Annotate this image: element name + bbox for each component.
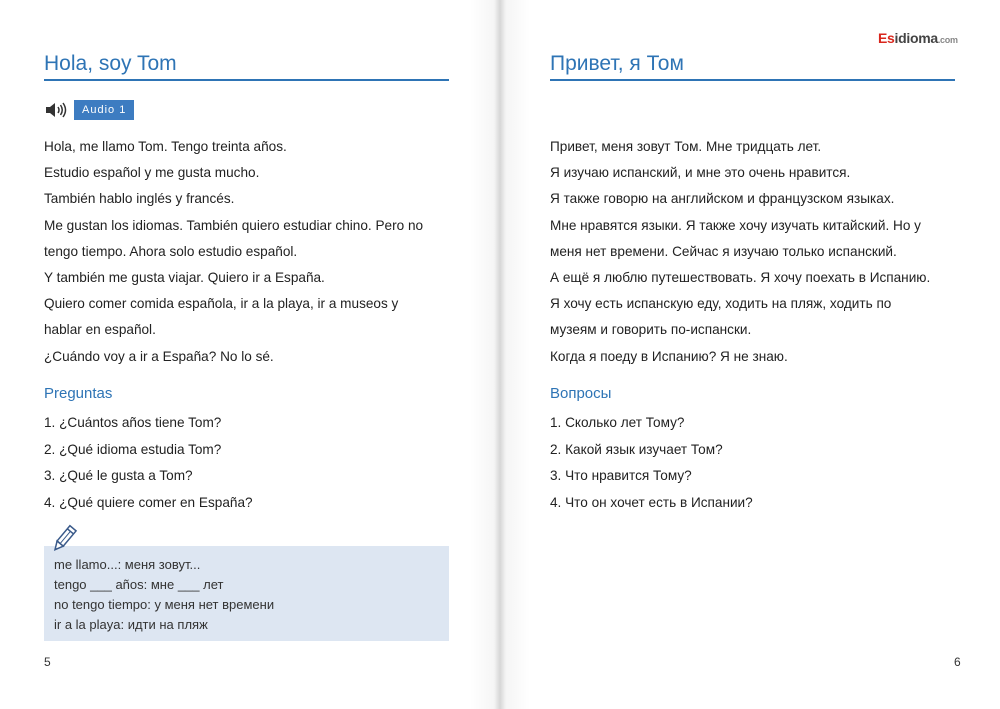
page-number-left: 5 (44, 655, 51, 669)
question-item: 4. Что он хочет есть в Испании? (550, 494, 753, 510)
speaker-icon[interactable] (44, 100, 68, 120)
logo-part: idioma (894, 30, 938, 46)
text-line: музеям и говорить по-испански. (550, 322, 752, 338)
text-line: Когда я поеду в Испанию? Я не знаю. (550, 348, 788, 364)
question-item: 4. ¿Qué quiere comer en España? (44, 494, 253, 510)
right-page (502, 0, 1000, 709)
question-item: 1. Сколько лет Тому? (550, 415, 685, 430)
page-title-russian: Привет, я Том (550, 52, 684, 75)
vocab-item: me llamo...: меня зовут... (54, 557, 201, 572)
russian-paragraph (550, 134, 960, 370)
logo-part: Es (878, 30, 895, 46)
text-line: Hola, me llamo Tom. Tengo treinta años. (44, 139, 287, 154)
audio-control[interactable] (44, 100, 134, 120)
question-item: 3. Что нравится Тому? (550, 468, 692, 483)
vocabulary-box (44, 546, 449, 641)
page-title-spanish: Hola, soy Tom (44, 52, 177, 75)
question-item: 2. Какой язык изучает Том? (550, 441, 723, 457)
text-line: Y también me gusta viajar. Quiero ir a España. (44, 270, 325, 286)
text-line: hablar en español. (44, 322, 156, 338)
question-item: 1. ¿Cuántos años tiene Tom? (44, 415, 222, 430)
text-line: меня нет времени. Сейчас я изучаю только испанский. (550, 243, 897, 259)
text-line: Quiero comer comida española, ir a la playa, ir a museos y (44, 296, 399, 312)
text-line: А ещё я люблю путешествовать. Я хочу поехать в Испанию. (550, 270, 931, 286)
text-line: Мне нравятся языки. Я также хочу изучать китайский. Но у (550, 217, 921, 233)
spanish-paragraph (44, 134, 454, 370)
text-line: Я хочу есть испанскую еду, ходить на пляж, ходить по (550, 296, 892, 312)
title-rule (550, 79, 955, 81)
vocab-item: tengo ___ años: мне ___ лет (54, 577, 224, 592)
text-line: ¿Cuándo voy a ir a España? No lo sé. (44, 348, 274, 364)
text-line: Я изучаю испанский, и мне это очень нравится. (550, 165, 851, 181)
text-line: Привет, меня зовут Том. Мне тридцать лет. (550, 139, 822, 154)
question-item: 3. ¿Qué le gusta a Tom? (44, 468, 193, 483)
title-rule (44, 79, 449, 81)
questions-heading-spanish: Preguntas (44, 385, 113, 402)
text-line: Estudio español y me gusta mucho. (44, 165, 260, 181)
text-line: Me gustan los idiomas. También quiero estudiar chino. Pero no (44, 217, 424, 233)
vocab-item: ir a la playa: идти на пляж (54, 617, 208, 632)
pencil-icon (48, 524, 80, 554)
text-line: tengo tiempo. Ahora solo estudio español. (44, 243, 298, 259)
left-page (0, 0, 498, 709)
text-line: También hablo inglés y francés. (44, 191, 235, 207)
page-number-right: 6 (954, 655, 961, 669)
vocab-item: no tengo tiempo: у меня нет времени (54, 597, 275, 612)
audio-button[interactable]: Audio 1 (74, 100, 134, 120)
logo-part: .com (937, 35, 958, 45)
questions-heading-russian: Вопросы (550, 385, 612, 402)
esidioma-logo (878, 30, 958, 46)
questions-list-russian (550, 410, 753, 516)
vocabulary-list (54, 555, 274, 635)
text-line: Я также говорю на английском и французском языках. (550, 191, 895, 207)
questions-list-spanish (44, 410, 253, 516)
question-item: 2. ¿Qué idioma estudia Tom? (44, 441, 222, 457)
